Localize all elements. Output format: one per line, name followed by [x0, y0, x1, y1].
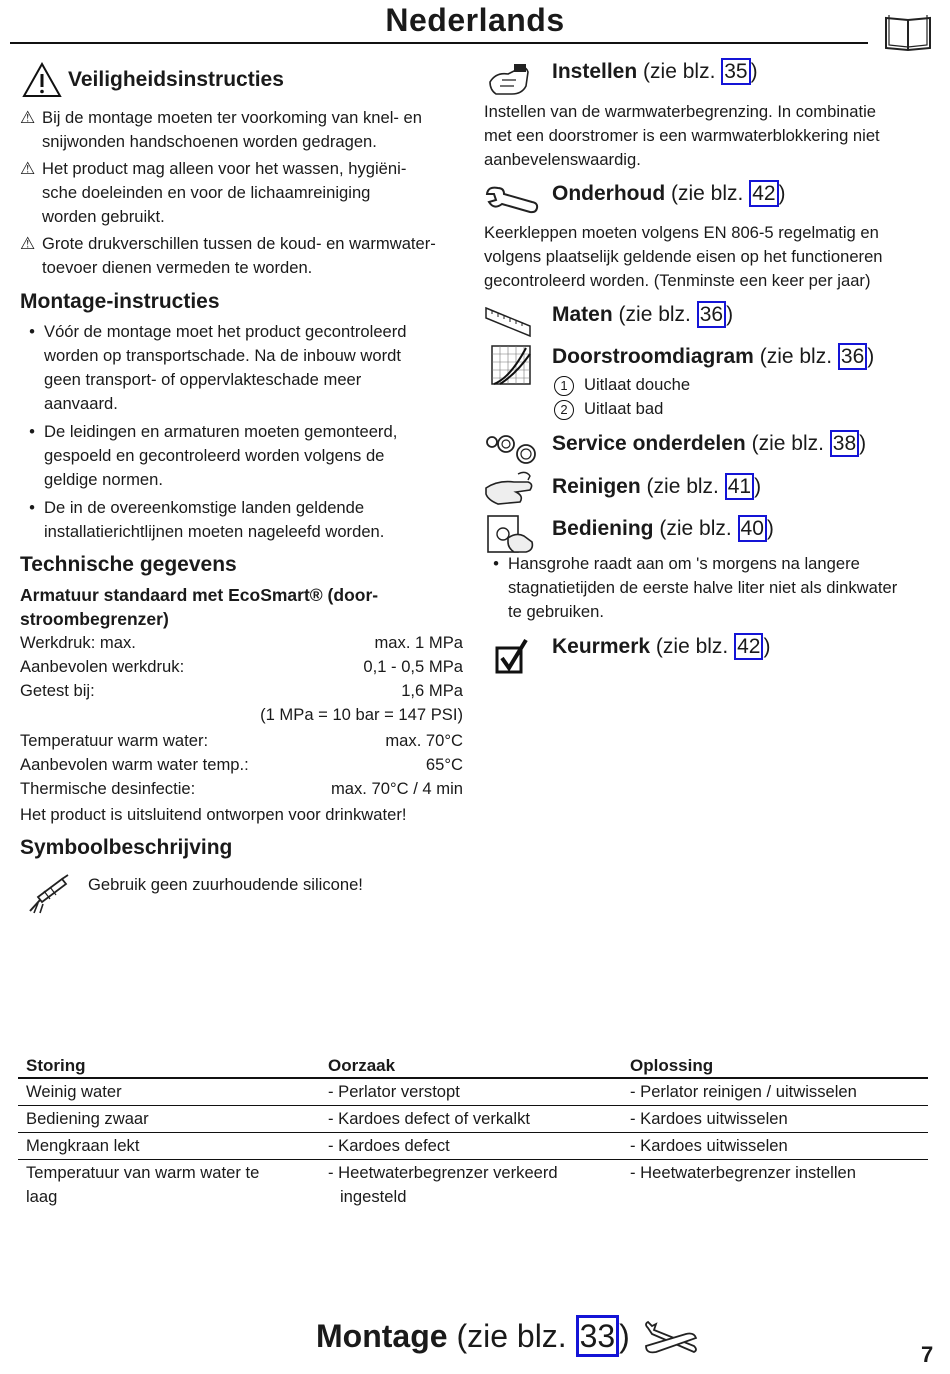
tech-note: Het product is uitsluitend ontworpen voor drinkwater!	[20, 805, 407, 824]
section-bediening-title: Bediening	[552, 517, 654, 540]
page-number: 7	[921, 1342, 934, 1367]
spec-row: Aanbevolen warm water temp.: 65°C	[20, 755, 463, 774]
section-doorstroom-title: Doorstroomdiagram	[552, 345, 754, 368]
column-header: Oorzaak	[320, 1055, 622, 1078]
page-link-40[interactable]: 40	[738, 515, 767, 542]
column-header: Oplossing	[622, 1055, 928, 1078]
silicone-gun-icon	[24, 873, 70, 915]
mounting-list	[20, 320, 470, 544]
warning-small-icon: ⚠	[20, 108, 36, 127]
page-link-36b[interactable]: 36	[838, 343, 867, 370]
hand-setting-icon	[486, 60, 534, 100]
page-link-35[interactable]: 35	[721, 58, 750, 85]
spec-row: Aanbevolen werkdruk: 0,1 - 0,5 MPa	[20, 657, 463, 676]
page-link-42[interactable]: 42	[749, 180, 778, 207]
page-link-41[interactable]: 41	[725, 473, 754, 500]
section-service-title: Service onderdelen	[552, 432, 746, 455]
section-maten-title: Maten	[552, 303, 613, 326]
spec-row: Thermische desinfectie: max. 70°C / 4 min	[20, 779, 463, 798]
safety-item: ⚠ Grote drukverschillen tussen de koud- en warmwater- toevoer dienen vermeden te worden.	[20, 232, 470, 280]
page-title: Nederlands	[385, 2, 565, 38]
spec-row: (1 MPa = 10 bar = 147 PSI)	[260, 705, 463, 724]
tech-specs	[20, 631, 463, 801]
flow-diagram-icon	[490, 344, 532, 386]
footer-title: Montage	[316, 1318, 448, 1354]
table-header-row	[18, 1055, 928, 1078]
section-maten-heading: Maten (zie blz. 36 )	[552, 303, 734, 326]
table-row: Bediening zwaar - Kardoes defect of verkalkt - Kardoes uitwisselen	[18, 1106, 928, 1133]
column-header: Storing	[18, 1055, 320, 1078]
safety-item: ⚠ Het product mag alleen voor het wassen, hygiëni- sche doeleinden en voor de lichaamreiniging worden gebruikt.	[20, 157, 470, 229]
table-row: Weinig water - Perlator verstopt - Perlator reinigen / uitwisselen	[18, 1078, 928, 1106]
checkbox-check-icon	[494, 638, 530, 676]
warning-small-icon: ⚠	[20, 159, 36, 178]
section-reinigen-heading: Reinigen (zie blz. 41 )	[552, 475, 762, 498]
mounting-item: • De in de overeenkomstige landen geldende installatierichtlijnen moeten nageleefd worden.	[29, 498, 385, 541]
table-row: Mengkraan lekt - Kardoes defect - Kardoes uitwisselen	[18, 1133, 928, 1160]
operation-hand-icon	[486, 512, 536, 556]
tech-subtitle: Armatuur standaard met EcoSmart® (door- stroombegrenzer)	[20, 585, 379, 629]
header-rule	[10, 42, 868, 44]
section-instellen-title: Instellen	[552, 60, 638, 83]
section-bediening-heading: Bediening (zie blz. 40 )	[552, 517, 774, 540]
bediening-note: • Hansgrohe raadt aan om 's morgens na langere stagnatietijden de eerste halve liter niet als dinkwater te gebruiken.	[493, 554, 898, 621]
footer-montage-heading: Montage (zie blz. 33 )	[316, 1318, 630, 1355]
wrench-icon	[484, 180, 540, 216]
table-row: Temperatuur van warm water te laag - Heetwaterbegrenzer verkeerd ingesteld - Heetwaterbegrenzer instellen	[26, 1163, 856, 1206]
instellen-text: Instellen van de warmwaterbegrenzing. In combinatie met een doorstromer is een warmwaterblokkering niet aanbevelenswaardig.	[484, 102, 880, 169]
page-link-36[interactable]: 36	[697, 301, 726, 328]
page-link-38[interactable]: 38	[830, 430, 859, 457]
ruler-icon	[484, 304, 532, 338]
fault-table	[18, 1055, 928, 1210]
safety-list	[20, 106, 470, 280]
outlet-item: 2 Uitlaat bad	[554, 397, 690, 421]
section-onderhoud-title: Onderhoud	[552, 182, 666, 205]
page-link-42b[interactable]: 42	[734, 633, 763, 660]
safety-title: Veiligheidsinstructies	[68, 68, 284, 91]
page-link-33[interactable]: 33	[576, 1315, 620, 1357]
cleaning-hand-icon	[484, 470, 540, 510]
section-instellen-heading: Instellen (zie blz. 35 )	[552, 60, 758, 83]
section-keurmerk-heading: Keurmerk (zie blz. 42 )	[552, 635, 771, 658]
section-doorstroom-heading: Doorstroomdiagram (zie blz. 36 )	[552, 345, 875, 368]
mounting-item: • Vóór de montage moet het product gecontroleerd worden op transportschade. Na de inbouw wordt geen transport- of oppervlakteschade meer aanvaard.	[29, 322, 407, 413]
safety-item: ⚠ Bij de montage moeten ter voorkoming van knel- en snijwonden handschoenen worden gedragen.	[20, 106, 470, 154]
section-reinigen-title: Reinigen	[552, 475, 641, 498]
onderhoud-text: Keerkleppen moeten volgens EN 806-5 regelmatig en volgens plaatselijk geldende eisen op het functioneren gecontroleerd worden. (Tenminste een keer per jaar)	[484, 223, 883, 290]
symbols-title: Symboolbeschrijving	[20, 836, 233, 859]
tools-icon	[642, 1320, 700, 1358]
section-service-heading: Service onderdelen (zie blz. 38 )	[552, 432, 867, 455]
section-onderhoud-heading: Onderhoud (zie blz. 42 )	[552, 182, 786, 205]
spec-row: Temperatuur warm water: max. 70°C	[20, 731, 463, 750]
mounting-title: Montage-instructies	[20, 290, 220, 313]
outlet-item: 1 Uitlaat douche	[554, 373, 690, 397]
symbol-description: Gebruik geen zuurhoudende silicone!	[88, 875, 363, 894]
mounting-item: • De leidingen en armaturen moeten gemonteerd, gespoeld en gecontroleerd worden volgens de geldige normen.	[29, 422, 398, 489]
book-icon	[884, 12, 932, 52]
warning-small-icon: ⚠	[20, 234, 36, 253]
spec-row: Getest bij: 1,6 MPa	[20, 681, 463, 700]
spec-row: Werkdruk: max. max. 1 MPa	[20, 633, 463, 652]
spare-parts-icon	[484, 428, 540, 468]
doorstroom-list	[554, 373, 690, 421]
warning-triangle-icon	[22, 62, 62, 98]
tech-title: Technische gegevens	[20, 553, 237, 576]
section-keurmerk-title: Keurmerk	[552, 635, 651, 658]
